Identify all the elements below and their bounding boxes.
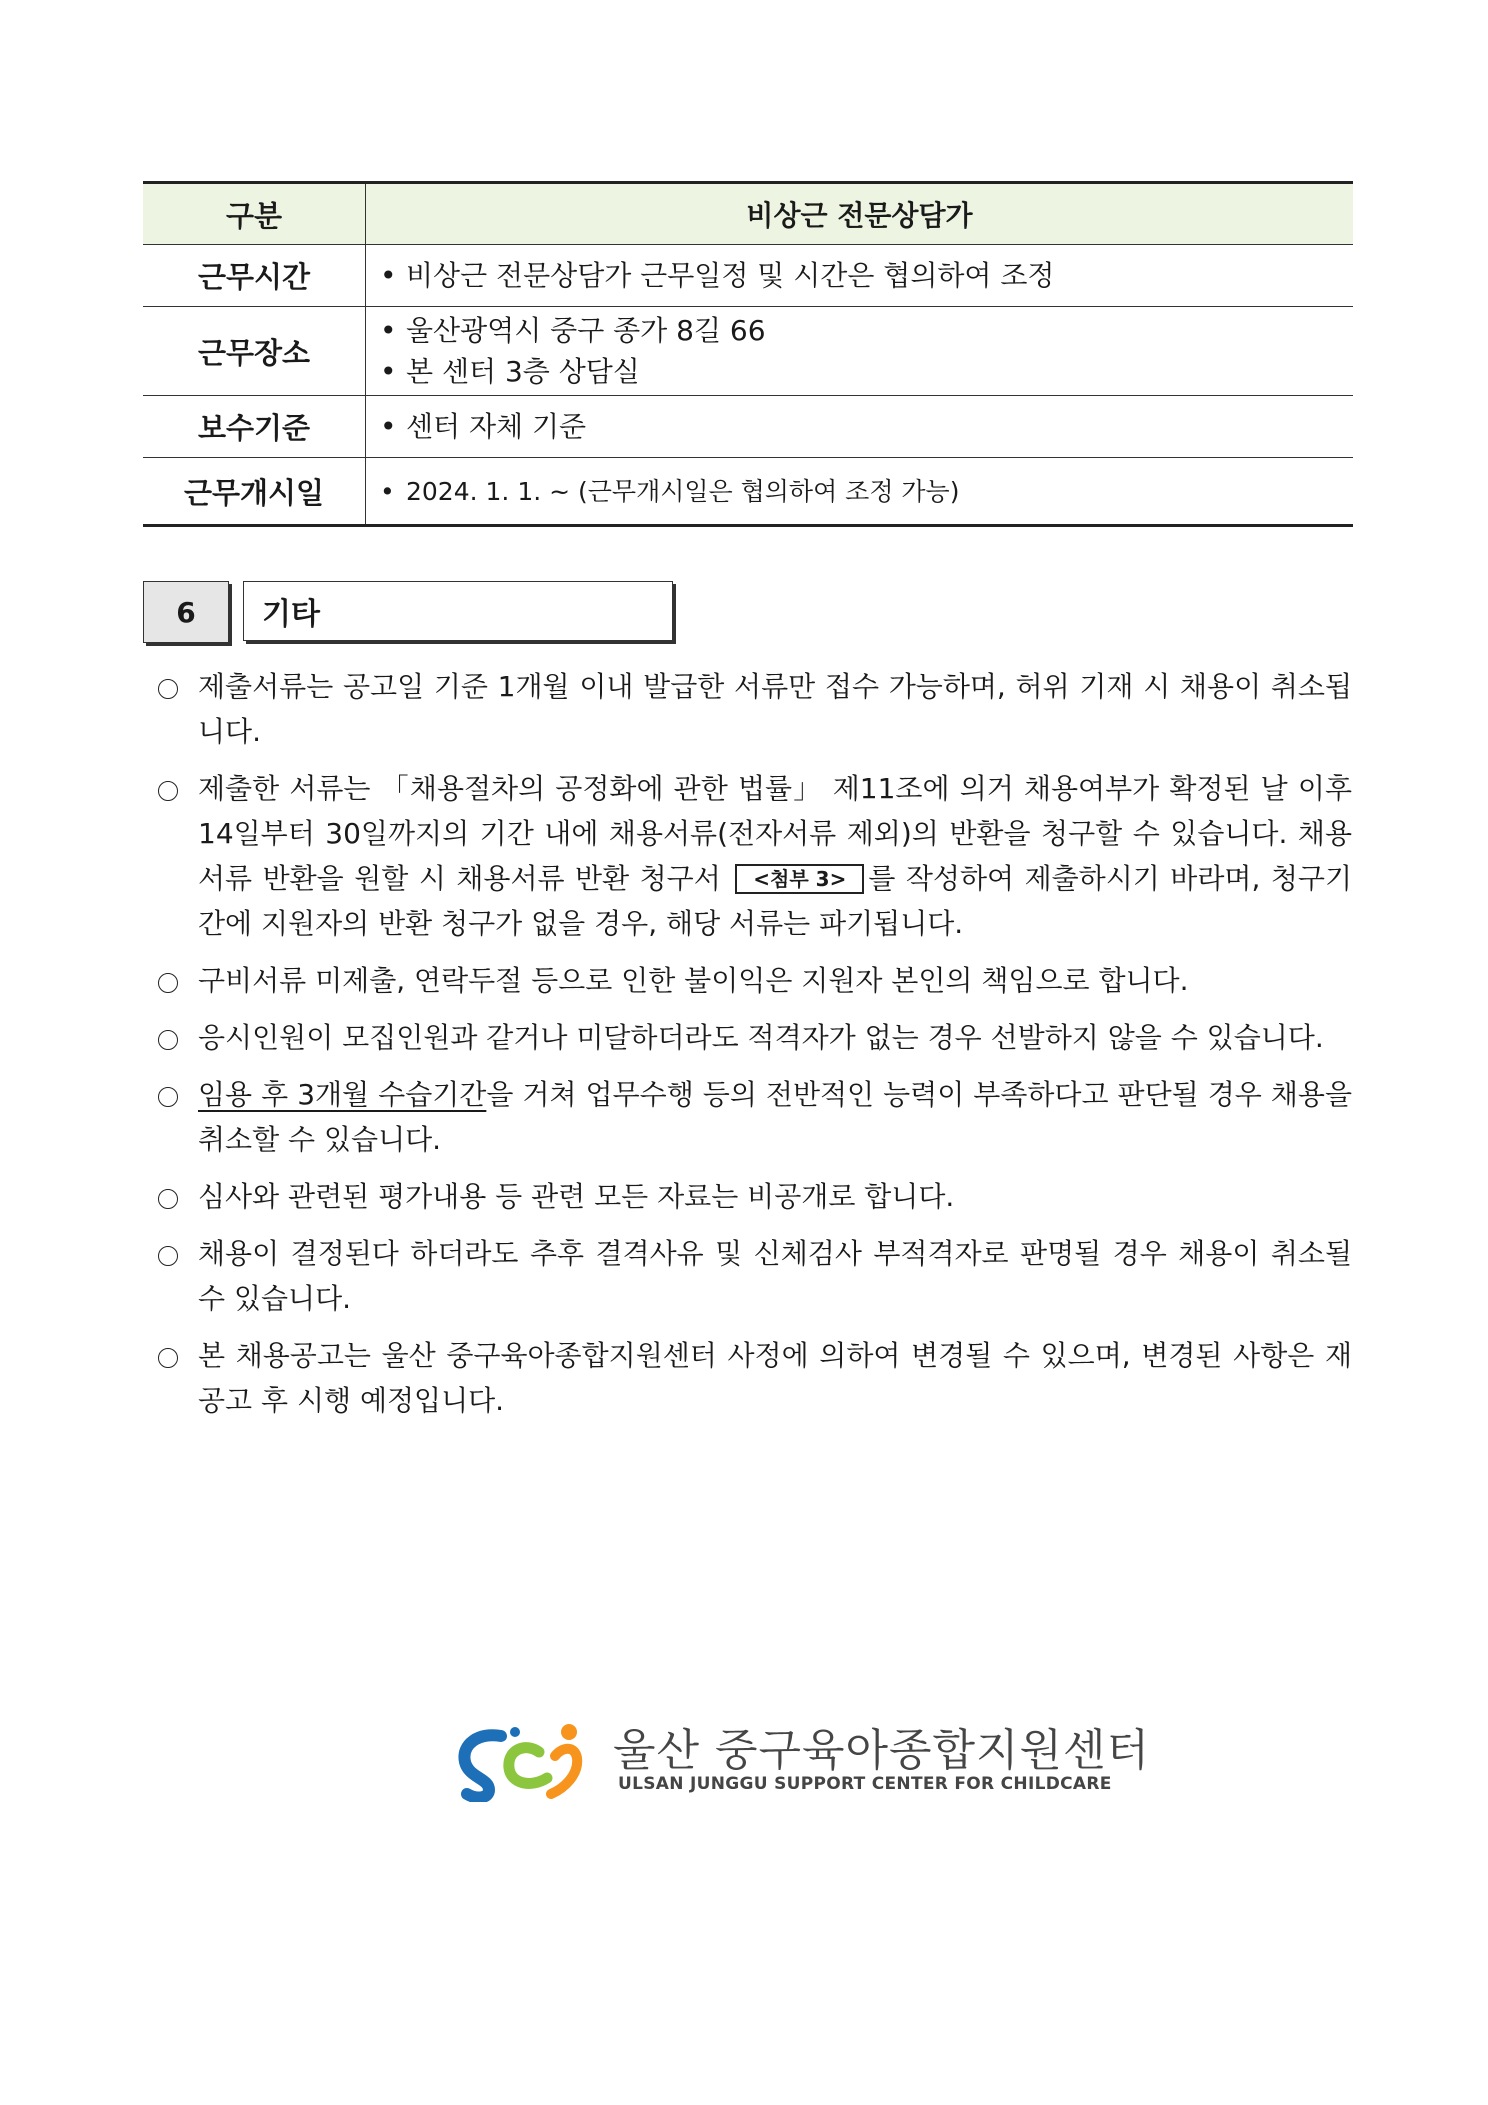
work-hours-text: 비상근 전문상담가 근무일정 및 시간은 협의하여 조정 — [406, 259, 1055, 292]
list-item — [156, 1174, 1352, 1219]
logo-korean-name: 울산 중구육아종합지원센터 — [613, 1725, 1151, 1776]
row-label-start-date: 근무개시일 — [143, 458, 366, 526]
note-text: 구비서류 미제출, 연락두절 등으로 인한 불이익은 지원자 본인의 책임으로 합니다. — [198, 964, 1189, 997]
start-date-text: 2024. 1. 1. ~ — [406, 476, 579, 506]
row-label-work-place: 근무장소 — [143, 307, 366, 396]
list-item — [156, 1015, 1352, 1060]
note-text: 제출한 서류는 「채용절차의 공정화에 관한 법률」 제11조에 의거 채용여부가 확정된 날 이후 14일부터 30일까지의 기간 내에 채용서류(전자서류 제외)의 반환을 청구할 수 있습니다. 채용서류 반환을 원할 시 채용서류 반환 청구서 — [198, 772, 1352, 895]
table-header-row — [143, 183, 1353, 245]
row-label-work-hours: 근무시간 — [143, 245, 366, 307]
row-value — [366, 307, 1354, 396]
table-row — [143, 458, 1353, 526]
table-row — [143, 307, 1353, 396]
note-text: 를 작성하여 제출하시기 바라며, 청구기간에 지원자의 반환 청구가 없을 경우, 해당 서류는 파기됩니다. — [198, 862, 1352, 940]
note-text: 응시인원이 모집인원과 같거나 미달하더라도 적격자가 없는 경우 선발하지 않을 수 있습니다. — [198, 1021, 1324, 1054]
table-row — [143, 396, 1353, 458]
row-value — [366, 245, 1354, 307]
list-item — [156, 958, 1352, 1003]
note-text: 을 거쳐 업무수행 등의 전반적인 능력이 부족하다고 판단될 경우 채용을 취소할 수 있습니다. — [198, 1078, 1353, 1156]
pay-text: 센터 자체 기준 — [406, 410, 587, 443]
note-text: 채용이 결정된다 하더라도 추후 결격사유 및 신체검사 부적격자로 판명될 경우 채용이 취소될 수 있습니다. — [198, 1237, 1352, 1315]
work-place-room: 본 센터 3층 상담실 — [406, 355, 640, 388]
header-label: 구분 — [143, 183, 366, 245]
section-title: 기타 — [243, 581, 673, 641]
note-text: 본 채용공고는 울산 중구육아종합지원센터 사정에 의하여 변경될 수 있으며, 변경된 사항은 재공고 후 시행 예정입니다. — [198, 1339, 1352, 1417]
circle-bullet-icon — [158, 1189, 178, 1209]
circle-bullet-icon — [158, 1246, 178, 1266]
note-text: 제출서류는 공고일 기준 1개월 이내 발급한 서류만 접수 가능하며, 허위 기재 시 채용이 취소됩니다. — [198, 670, 1352, 748]
row-label-pay: 보수기준 — [143, 396, 366, 458]
list-item — [156, 664, 1352, 754]
circle-bullet-icon — [158, 679, 178, 699]
bullet: • — [380, 259, 397, 292]
attachment-3-badge: <첨부 3> — [735, 864, 864, 894]
circle-bullet-icon — [158, 973, 178, 993]
bullet: • — [380, 314, 397, 347]
start-date-note: (근무개시일은 협의하여 조정 가능) — [578, 476, 960, 506]
bullet: • — [380, 355, 397, 388]
logo-english-name: ULSAN JUNGGU SUPPORT CENTER FOR CHILDCARE — [618, 1774, 1112, 1794]
table-row — [143, 245, 1353, 307]
circle-bullet-icon — [158, 1348, 178, 1368]
circle-bullet-icon — [158, 781, 178, 801]
notes-list — [156, 664, 1352, 1435]
circle-bullet-icon — [158, 1087, 178, 1107]
bullet: • — [380, 476, 395, 506]
probation-underlined-text: 임용 후 3개월 수습기간 — [198, 1078, 487, 1111]
row-value — [366, 458, 1354, 526]
center-logo — [455, 1722, 1151, 1802]
job-info-table — [143, 181, 1353, 527]
circle-bullet-icon — [158, 1030, 178, 1050]
list-item — [156, 1231, 1352, 1321]
header-value: 비상근 전문상담가 — [366, 183, 1354, 245]
bullet: • — [380, 410, 397, 443]
section-number: 6 — [143, 581, 229, 643]
list-item — [156, 1333, 1352, 1423]
center-logo-mark-icon — [455, 1722, 587, 1802]
list-item — [156, 766, 1352, 946]
row-value — [366, 396, 1354, 458]
work-place-address: 울산광역시 중구 종가 8길 66 — [406, 314, 766, 347]
note-text: 심사와 관련된 평가내용 등 관련 모든 자료는 비공개로 합니다. — [198, 1180, 955, 1213]
list-item — [156, 1072, 1352, 1162]
